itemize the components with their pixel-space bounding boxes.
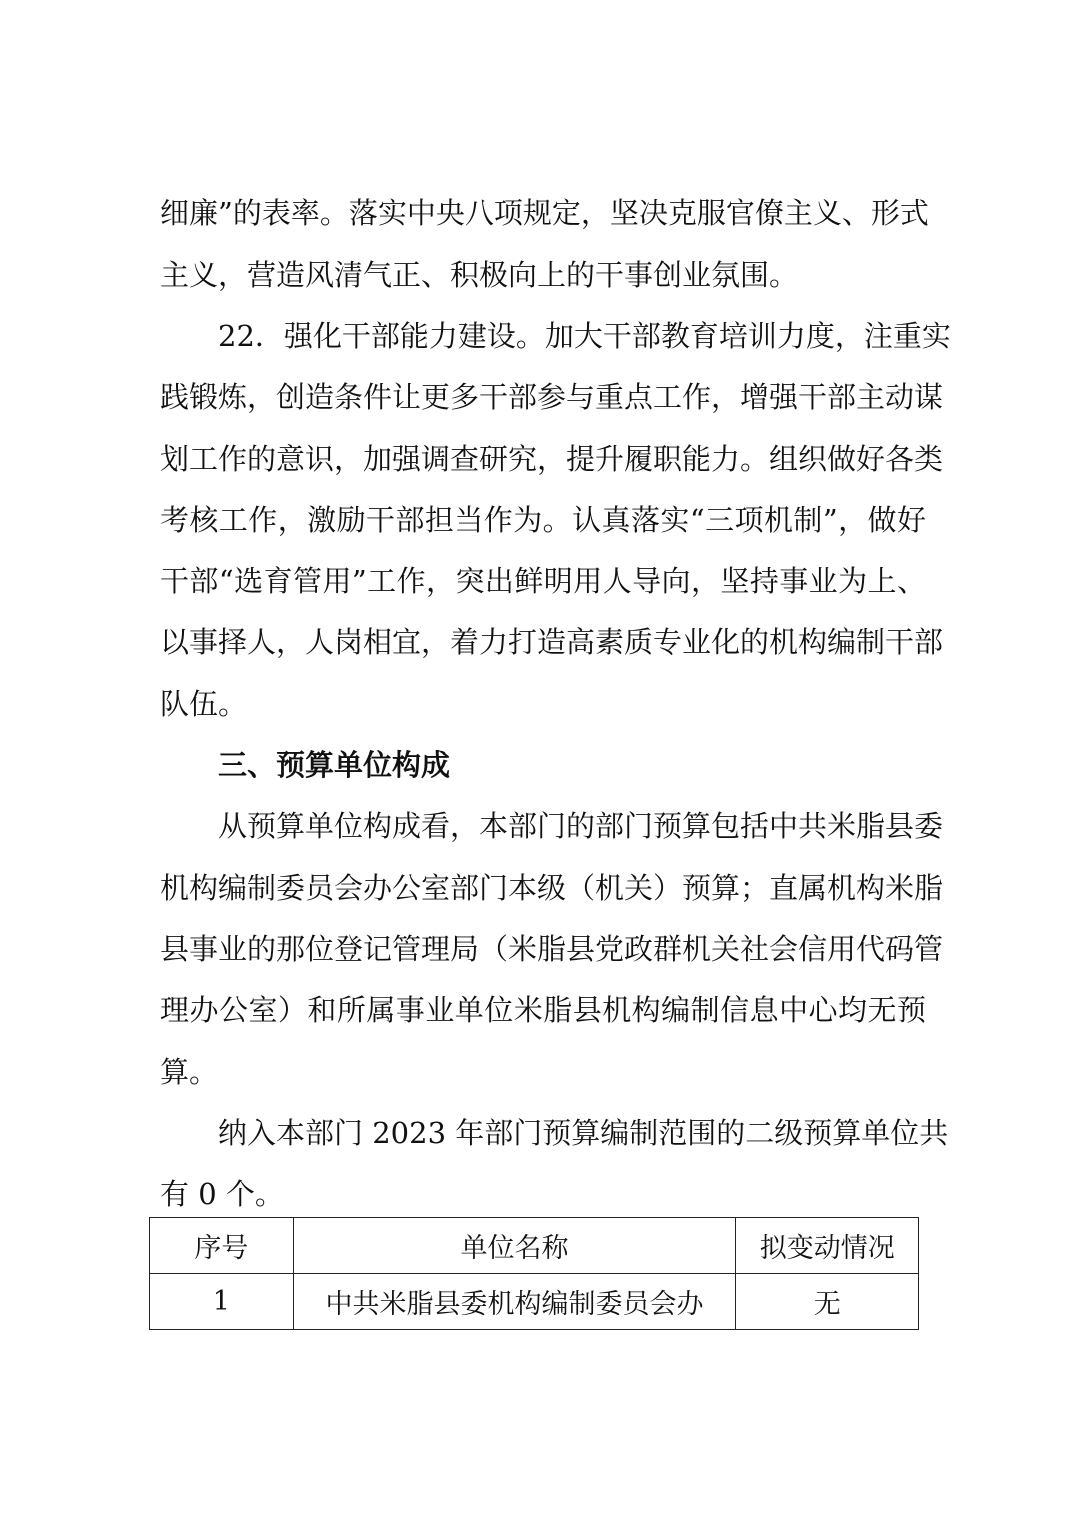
paragraph-line: 队伍。: [160, 687, 248, 721]
cell-serial: 1: [150, 1274, 294, 1330]
paragraph-line: 主义，营造风清气正、积极向上的干事创业氛围。: [160, 258, 799, 292]
paragraph-line: 干部“选育管用”工作，突出鲜明用人导向，坚持事业为上、: [160, 564, 926, 598]
paragraph-line: 考核工作，激励干部担当作为。认真落实“三项机制”，做好: [160, 503, 926, 537]
section-heading: 三、预算单位构成: [218, 748, 451, 782]
cell-unit-name: 中共米脂县委机构编制委员会办: [293, 1274, 736, 1330]
paragraph-line: 22．强化干部能力建设。加大干部教育培训力度，注重实: [218, 319, 951, 353]
paragraph-line: 细廉”的表率。落实中央八项规定，坚决克服官僚主义、形式: [160, 196, 929, 230]
paragraph-line: 践锻炼，创造条件让更多干部参与重点工作，增强干部主动谋: [160, 380, 944, 414]
header-change-status: 拟变动情况: [736, 1218, 919, 1274]
table-header-row: [150, 1218, 919, 1274]
cell-change-status: 无: [736, 1274, 919, 1330]
table-row: [150, 1274, 919, 1330]
header-serial: 序号: [150, 1218, 294, 1274]
paragraph-line: 有 0 个。: [160, 1177, 284, 1211]
paragraph-line: 从预算单位构成看，本部门的部门预算包括中共米脂县委: [218, 809, 944, 843]
paragraph-line: 以事择人，人岗相宜，着力打造高素质专业化的机构编制干部: [160, 625, 944, 659]
paragraph-line: 纳入本部门 2023 年部门预算编制范围的二级预算单位共: [218, 1116, 949, 1150]
paragraph-line: 理办公室）和所属事业单位米脂县机构编制信息中心均无预: [160, 993, 926, 1027]
paragraph-line: 机构编制委员会办公室部门本级（机关）预算；直属机构米脂: [160, 871, 944, 905]
paragraph-line: 算。: [160, 1055, 219, 1089]
budget-units-table: [149, 1217, 919, 1330]
paragraph-line: 县事业的那位登记管理局（米脂县党政群机关社会信用代码管: [160, 932, 944, 966]
header-unit-name: 单位名称: [293, 1218, 736, 1274]
paragraph-line: 划工作的意识，加强调查研究，提升履职能力。组织做好各类: [160, 442, 944, 476]
